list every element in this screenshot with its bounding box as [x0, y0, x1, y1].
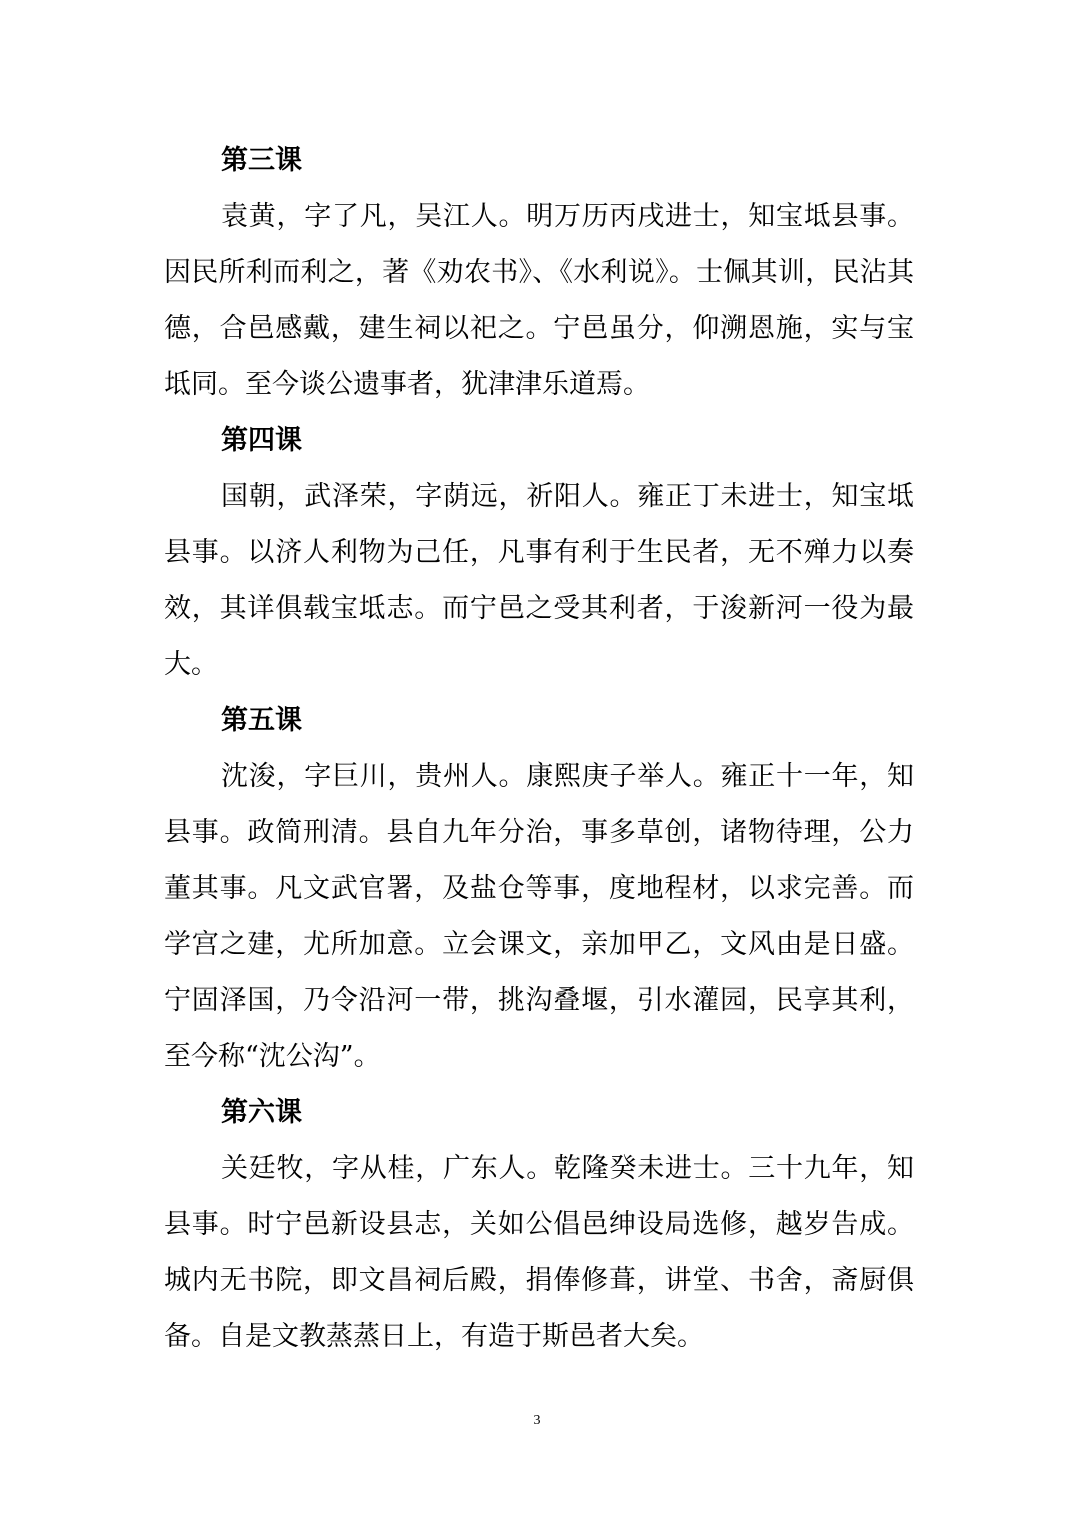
- lesson-heading: 第六课: [221, 1097, 302, 1128]
- lesson-4: [164, 413, 914, 693]
- lesson-paragraph: 关廷牧，字从桂，广东人。乾隆癸未进士。三十九年，知县事。时宁邑新设县志，关如公倡邑绅设局选修，越岁告成。城内无书院，即文昌祠后殿，捐俸修葺，讲堂、书舍，斋厨俱备。自是文教蒸蒸日上，有造于斯邑者大矣。: [164, 1153, 914, 1352]
- lesson-paragraph: 袁黄，字了凡，吴江人。明万历丙戌进士，知宝坻县事。因民所利而利之，著《劝农书》、《水利说》。士佩其训，民沾其德，合邑感戴，建生祠以祀之。宁邑虽分，仰溯恩施，实与宝坻同。至今谈公遗事者，犹津津乐道焉。: [164, 201, 914, 400]
- lesson-paragraph: 沈浚，字巨川，贵州人。康熙庚子举人。雍正十一年，知县事。政简刑清。县自九年分治，事多草创，诸物待理，公力董其事。凡文武官署，及盐仓等事，度地程材，以求完善。而学宫之建，尤所加意。立会课文，亲加甲乙，文风由是日盛。宁固泽国，乃令沿河一带，挑沟叠堰，引水灌园，民享其利，至今称“沈公沟”。: [164, 761, 914, 1072]
- lesson-paragraph: 国朝，武泽荣，字荫远，祈阳人。雍正丁未进士，知宝坻县事。以济人利物为己任，凡事有利于生民者，无不殚力以奏效，其详俱载宝坻志。而宁邑之受其利者，于浚新河一役为最大。: [164, 481, 914, 680]
- lesson-heading: 第四课: [221, 425, 302, 456]
- lesson-heading: 第五课: [221, 705, 302, 736]
- page-number: 3: [533, 1413, 541, 1428]
- lesson-heading: 第三课: [221, 145, 302, 176]
- lesson-6: [164, 1085, 914, 1365]
- lesson-5: [164, 693, 914, 1085]
- document-body: [164, 133, 914, 1365]
- lesson-3: [164, 133, 914, 413]
